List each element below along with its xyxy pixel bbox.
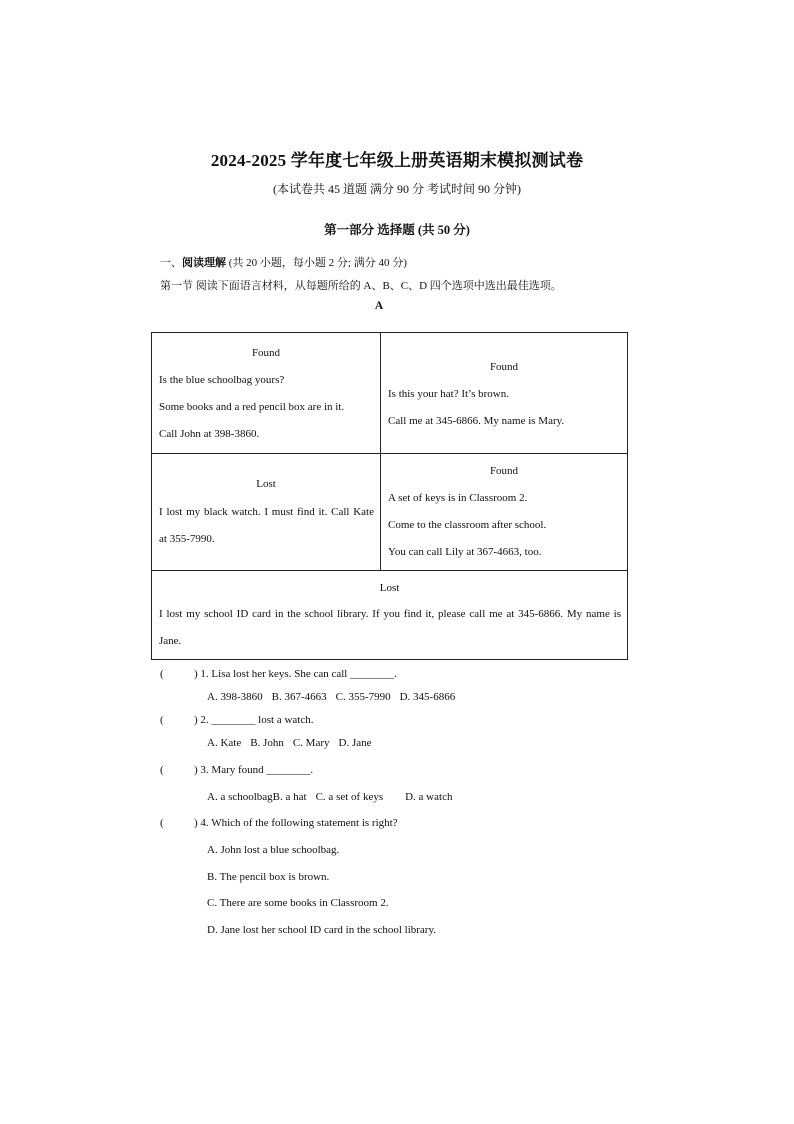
notice-heading: Found xyxy=(489,361,519,373)
question-1-options xyxy=(207,691,464,703)
notice-line: Is this your hat? It’s brown. xyxy=(388,388,509,400)
question-stem: ) 4. Which of the following statement is right? xyxy=(194,817,398,829)
section-instruction: 第一节 阅读下面语言材料，从每题所给的 A、B、C、D 四个选项中选出最佳选项。 xyxy=(160,280,562,292)
notice-line: Some books and a red pencil box are in it. xyxy=(159,401,345,413)
option-b[interactable]: B. The pencil box is brown. xyxy=(207,871,330,883)
notice-text: I lost my school ID card in the school library. If you find it, please call me at 345-6866. My name is Jane. xyxy=(159,608,621,647)
option-d[interactable]: D. 345-6866 xyxy=(399,691,456,703)
option-ab[interactable]: A. a schoolbagB. a hat xyxy=(207,791,307,803)
option-b[interactable]: B. 367-4663 xyxy=(271,691,327,703)
notice-lost-watch xyxy=(152,454,381,571)
notice-heading: Found xyxy=(251,347,281,359)
option-a[interactable]: A. 398-3860 xyxy=(207,691,263,703)
notice-text: I lost my black watch. I must find it. Call Kate at 355-7990. xyxy=(159,506,374,545)
option-d[interactable]: D. Jane xyxy=(338,737,372,749)
option-c[interactable]: C. Mary xyxy=(292,737,330,749)
section-label-bold: 阅读理解 xyxy=(182,257,226,269)
part-title: 第一部分 选择题 (共 50 分) xyxy=(324,223,470,237)
notice-found-schoolbag xyxy=(152,333,381,454)
answer-blank[interactable]: ( xyxy=(160,817,164,829)
section-label-prefix: 一、 xyxy=(160,257,182,269)
notice-lost-id-card xyxy=(152,571,627,659)
exam-subtitle: (本试卷共 45 道题 满分 90 分 考试时间 90 分钟) xyxy=(273,182,521,196)
question-stem: ) 2. ________ lost a watch. xyxy=(194,714,314,726)
question-2-options xyxy=(207,737,381,749)
question-3-options xyxy=(207,791,461,803)
notice-table xyxy=(151,332,628,660)
section-label-rest: (共 20 小题，每小题 2 分; 满分 40 分) xyxy=(226,257,407,269)
option-a[interactable]: A. John lost a blue schoolbag. xyxy=(207,844,340,856)
answer-blank[interactable]: ( xyxy=(160,764,164,776)
section-label xyxy=(160,254,407,270)
option-d[interactable]: D. Jane lost her school ID card in the school library. xyxy=(207,924,437,936)
notice-found-keys xyxy=(381,454,627,571)
notice-found-hat xyxy=(381,333,627,454)
question-stem: ) 1. Lisa lost her keys. She can call ________. xyxy=(194,668,397,680)
answer-blank[interactable]: ( xyxy=(160,714,164,726)
option-c[interactable]: C. a set of keys xyxy=(315,791,384,803)
question-2 xyxy=(160,714,313,726)
notice-heading: Lost xyxy=(379,582,400,594)
notice-heading: Found xyxy=(489,465,519,477)
notice-line: Is the blue schoolbag yours? xyxy=(159,374,285,386)
question-1 xyxy=(160,668,397,680)
passage-letter: A xyxy=(374,300,384,312)
answer-blank[interactable]: ( xyxy=(160,668,164,680)
question-3 xyxy=(160,764,313,776)
option-c[interactable]: C. 355-7990 xyxy=(335,691,391,703)
option-b[interactable]: B. John xyxy=(250,737,284,749)
notice-line: A set of keys is in Classroom 2. xyxy=(388,492,528,504)
notice-line: Come to the classroom after school. xyxy=(388,519,547,531)
notice-line: You can call Lily at 367-4663, too. xyxy=(388,546,542,558)
notice-line: Call me at 345-6866. My name is Mary. xyxy=(388,415,565,427)
option-c[interactable]: C. There are some books in Classroom 2. xyxy=(207,897,389,909)
exam-title: 2024-2025 学年度七年级上册英语期末模拟测试卷 xyxy=(210,151,584,170)
option-a[interactable]: A. Kate xyxy=(207,737,242,749)
notice-line: Call John at 398-3860. xyxy=(159,428,260,440)
question-4 xyxy=(160,817,398,829)
notice-heading: Lost xyxy=(256,478,276,490)
option-d[interactable]: D. a watch xyxy=(405,791,453,803)
question-stem: ) 3. Mary found ________. xyxy=(194,764,314,776)
